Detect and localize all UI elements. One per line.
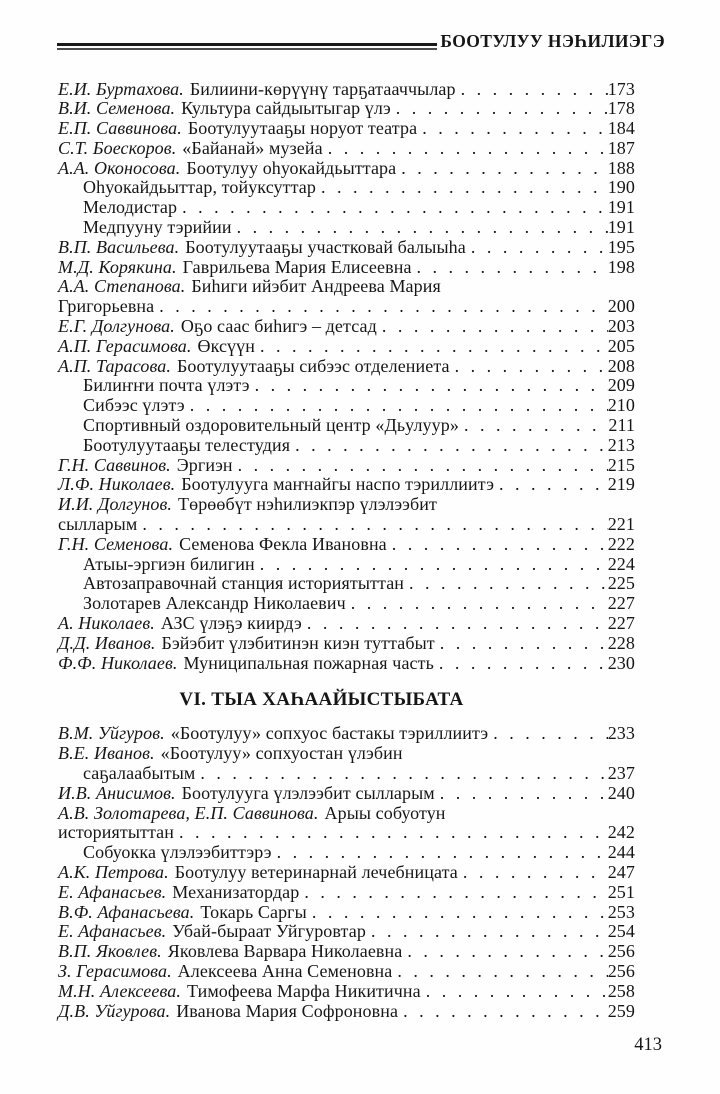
toc-entry-title: «Байанай» музейа	[182, 137, 323, 158]
toc-entry	[58, 258, 635, 278]
toc-entry	[58, 238, 635, 258]
toc-entry-page: 173	[607, 78, 635, 99]
toc-entry	[58, 218, 635, 238]
toc-entry-author: Ф.Ф. Николаев.	[58, 652, 178, 673]
dot-leader	[179, 823, 608, 843]
toc-entry-title: Боотулуу ветеринарнай лечебницата	[174, 861, 458, 882]
toc-entry-author: Е. Афанасьев.	[58, 921, 167, 942]
toc-entry	[58, 198, 635, 218]
toc-entry-title: Мелодистар	[83, 197, 178, 218]
toc-entry-page: 205	[607, 335, 635, 356]
dot-leader	[295, 436, 608, 456]
toc-entry-page: 187	[607, 137, 635, 158]
toc-entry-title: Боотулуутааҕы телестудия	[83, 434, 291, 455]
toc-entry-title: Билиҥҥи почта үлэтэ	[83, 375, 250, 396]
toc-entry	[58, 654, 635, 674]
dot-leader	[440, 784, 608, 804]
toc-entry-title: историятыттан	[58, 822, 174, 843]
toc-entry-page: 222	[607, 533, 635, 554]
toc-entry-page: 256	[607, 960, 635, 981]
dot-leader	[461, 80, 608, 100]
toc-entry-page: 191	[607, 197, 635, 218]
toc-entry-page: 242	[607, 822, 635, 843]
toc-entry-title: Төрөөбүт нэһилиэкпэр үлэлээбит	[178, 494, 437, 515]
toc-entry	[58, 903, 635, 923]
toc-entry-page: 240	[607, 782, 635, 803]
toc-entry	[58, 843, 635, 863]
toc-entry-author: Е.П. Саввинова.	[58, 118, 182, 139]
toc-entry-author: А.П. Тарасова.	[58, 355, 171, 376]
toc-entry	[58, 594, 635, 614]
toc-entry-title: Боотулуутааҕы норуот театра	[187, 118, 418, 139]
dot-leader	[396, 99, 608, 119]
running-head	[0, 0, 720, 51]
toc-entry	[58, 337, 635, 357]
toc-entry	[58, 475, 635, 495]
toc-entry-title: Муниципальная пожарная часть	[183, 652, 434, 673]
toc-entry-author: М.Д. Корякина.	[58, 256, 177, 277]
toc-entry	[58, 515, 635, 535]
toc-entry-title: Бэйэбит үлэбитинэн киэн туттабыт	[161, 632, 435, 653]
toc-entry-title: Золотарев Александр Николаевич	[83, 593, 346, 614]
toc-entry-title: Семенова Фекла Ивановна	[179, 533, 387, 554]
toc-entry	[58, 436, 635, 456]
toc-entry-page: 191	[607, 217, 635, 238]
toc-entry	[58, 883, 635, 903]
toc-entry	[58, 614, 635, 634]
dot-leader	[351, 594, 608, 614]
toc-entry-author: В.И. Семенова.	[58, 98, 176, 119]
toc-entry	[58, 942, 635, 962]
dot-leader	[190, 396, 608, 416]
dot-leader	[238, 456, 608, 476]
toc-entry-title: Спортивный оздоровительный центр «Дьулуур»	[83, 415, 459, 436]
dot-leader	[304, 883, 607, 903]
toc-entry	[58, 922, 635, 942]
toc-entry-title: «Боотулуу» сопхуостан үлэбин	[160, 743, 403, 764]
toc-entry-title: Медпууну тэрийии	[83, 217, 232, 238]
dot-leader	[255, 376, 608, 396]
toc-entry-title: Григорьевна	[58, 296, 155, 317]
toc-entry-author: В.М. Уйгуров.	[58, 723, 165, 744]
dot-leader	[464, 416, 608, 436]
toc-entry-author: А.В. Золотарева, Е.П. Саввинова.	[58, 802, 319, 823]
dot-leader	[260, 337, 608, 357]
toc-entry-title: Убай-быраат Уйгуровтар	[172, 921, 366, 942]
toc-entry-page: 228	[607, 632, 635, 653]
toc-entry-page: 188	[607, 157, 635, 178]
toc-entry-author: С.Т. Боескоров.	[58, 137, 177, 158]
toc-entry	[58, 297, 635, 317]
toc-entry-page: 213	[607, 434, 635, 455]
toc-entry	[58, 804, 635, 824]
toc-entry-author: Л.Ф. Николаев.	[58, 474, 176, 495]
dot-leader	[455, 357, 608, 377]
toc-entry-author: В.П. Яковлев.	[58, 941, 162, 962]
toc-entry-title: Атыы-эргиэн билигин	[83, 553, 255, 574]
dot-leader	[409, 574, 608, 594]
toc-entry-title: Яковлева Варвара Николаевна	[167, 941, 403, 962]
footer-page-number: 413	[634, 1035, 662, 1055]
dot-leader	[382, 317, 608, 337]
toc-entry-author: Е.И. Буртахова.	[58, 78, 184, 99]
toc-entry-author: Д.Д. Иванов.	[58, 632, 156, 653]
toc-entry-title: Токарь Саргы	[200, 901, 307, 922]
toc-entry	[58, 277, 635, 297]
toc-entry-page: 227	[607, 593, 635, 614]
toc-entry	[58, 416, 635, 436]
toc-entry-page: 253	[607, 901, 635, 922]
dot-leader	[439, 654, 608, 674]
dot-leader	[401, 159, 607, 179]
section-heading: VI. ТЫА ХАҺААЙЫСТЫБАТА	[179, 689, 464, 711]
toc-entry-author: В.Ф. Афанасьева.	[58, 901, 195, 922]
toc-entry	[58, 119, 635, 139]
toc-entry-author: Г.Н. Саввинов.	[58, 454, 171, 475]
dot-leader	[182, 198, 608, 218]
toc-entry-author: З. Герасимова.	[58, 960, 172, 981]
toc-entry-title: АЗС үлэҕэ киирдэ	[160, 613, 302, 634]
toc-entry-page: 244	[607, 842, 635, 863]
toc-entry-page: 254	[607, 921, 635, 942]
toc-entry-page: 227	[607, 613, 635, 634]
toc-entry-title: Гаврильева Мария Елисеевна	[182, 256, 412, 277]
dot-leader	[403, 1002, 608, 1022]
toc-entry-page: 200	[607, 296, 635, 317]
dot-leader	[328, 139, 608, 159]
toc-entry-title: «Боотулуу» сопхуос бастакы тэриллиитэ	[170, 723, 489, 744]
toc-entry-title: Боотулууга үлэлээбит сылларым	[181, 782, 435, 803]
toc-entry-title: Алексеева Анна Семеновна	[177, 960, 393, 981]
dot-leader	[260, 555, 608, 575]
toc-entry	[58, 784, 635, 804]
dot-leader	[277, 843, 608, 863]
toc-entry	[58, 744, 635, 764]
toc-entry-title: Тимофеева Марфа Никитична	[186, 980, 421, 1001]
toc-entry-title: Собуокка үлэлээбиттэрэ	[83, 842, 272, 863]
dot-leader	[142, 515, 607, 535]
toc-entry-title: Өксүүн	[197, 335, 255, 356]
toc-entry	[58, 724, 635, 744]
toc-entry-author: М.Н. Алексеева.	[58, 980, 181, 1001]
toc-entry-page: 211	[608, 415, 635, 436]
toc-entry-author: И.И. Долгунов.	[58, 494, 173, 515]
toc-entry-page: 209	[607, 375, 635, 396]
toc-entry-title: Оҕо саас биһигэ – детсад	[180, 316, 377, 337]
toc-entry-page: 210	[607, 395, 635, 416]
toc-entry-title: Билиини-көрүүнү тарҕатааччылар	[189, 78, 456, 99]
toc-entry-title: Биһиги ийэбит Андреева Мария	[191, 276, 441, 297]
dot-leader	[463, 863, 608, 883]
toc-entry	[58, 456, 635, 476]
toc-entry-title: Автозаправочнай станция историятыттан	[83, 573, 405, 594]
toc-entry-author: Е. Афанасьев.	[58, 881, 167, 902]
toc-entry-page: 195	[607, 236, 635, 257]
toc-entry-page: 258	[607, 980, 635, 1001]
dot-leader	[499, 475, 608, 495]
toc-entry-title: Арыы собуотун	[324, 802, 446, 823]
dot-leader	[200, 764, 607, 784]
toc-entry-title: Боотулуу оһуокайдьыттара	[186, 157, 397, 178]
toc-entry	[58, 962, 635, 982]
dot-leader	[307, 614, 608, 634]
toc-entry-title: Механизатордар	[172, 881, 300, 902]
dot-leader	[397, 962, 607, 982]
toc-entry	[58, 178, 635, 198]
toc-entry	[58, 159, 635, 179]
header-rule	[57, 43, 437, 50]
toc-entry-page: 190	[607, 177, 635, 198]
toc-entry-page: 225	[607, 573, 635, 594]
toc-entry-page: 198	[607, 256, 635, 277]
toc-entry-author: А.А. Степанова.	[58, 276, 186, 297]
toc-entry-page: 203	[607, 316, 635, 337]
toc-entry-page: 256	[607, 941, 635, 962]
dot-leader	[471, 238, 608, 258]
toc-entry-page: 215	[607, 454, 635, 475]
toc-entry-author: И.В. Анисимов.	[58, 782, 176, 803]
toc-entry-author: Г.Н. Семенова.	[58, 533, 174, 554]
dot-leader	[321, 178, 608, 198]
dot-leader	[417, 258, 608, 278]
toc-entry	[58, 982, 635, 1002]
toc-entry-author: А.П. Герасимова.	[58, 335, 192, 356]
dot-leader	[392, 535, 608, 555]
toc-entry	[58, 317, 635, 337]
toc-entry-title: Иванова Мария Софроновна	[176, 1000, 399, 1021]
toc-entry-page: 178	[607, 98, 635, 119]
dot-leader	[159, 297, 607, 317]
toc-entry	[58, 357, 635, 377]
toc-entry	[58, 823, 635, 843]
toc-entry-title: сылларым	[58, 514, 138, 535]
dot-leader	[440, 634, 608, 654]
toc-entry-page: 219	[607, 474, 635, 495]
toc-entry-title: Боотулуутааҕы сибээс отделениета	[177, 355, 450, 376]
toc-entry	[58, 555, 635, 575]
toc-entry-title: Боотулууга маҥнайгы наспо тэриллиитэ	[181, 474, 495, 495]
toc-entry	[58, 634, 635, 654]
toc-entry-page: 237	[607, 763, 635, 783]
dot-leader	[237, 218, 608, 238]
toc-entry-page: 247	[607, 861, 635, 882]
toc-entry-author: В.Е. Иванов.	[58, 743, 155, 764]
toc-entry-author: А.К. Петрова.	[58, 861, 169, 882]
toc-entry	[58, 863, 635, 883]
toc-entry	[58, 1002, 635, 1022]
toc-entry	[58, 80, 635, 100]
toc-entry-author: А. Николаев.	[58, 613, 155, 634]
toc-entry	[58, 139, 635, 159]
toc-entry	[58, 495, 635, 515]
toc-entry-author: В.П. Васильева.	[58, 236, 180, 257]
toc-entry-page: 221	[607, 514, 635, 535]
table-of-contents	[58, 80, 635, 1022]
toc-entry-title: Культура сайдыытыгар үлэ	[181, 98, 391, 119]
toc-entry	[58, 396, 635, 416]
toc-entry-title: Эргиэн	[176, 454, 233, 475]
toc-entry-page: 208	[607, 355, 635, 376]
toc-entry	[58, 376, 635, 396]
dot-leader	[493, 724, 607, 744]
toc-entry-page: 224	[607, 553, 635, 574]
dot-leader	[312, 903, 608, 923]
toc-entry-title: саҕалаабытым	[83, 763, 196, 783]
dot-leader	[371, 922, 608, 942]
toc-entry-page: 230	[607, 652, 635, 673]
toc-entry-page: 251	[607, 881, 635, 902]
toc-entry-page: 184	[607, 118, 635, 139]
toc-entry-title: Сибээс үлэтэ	[83, 395, 185, 416]
toc-entry-title: Оһуокайдьыттар, тойуксуттар	[83, 177, 316, 198]
toc-entry-page: 233	[607, 723, 635, 744]
toc-entry-author: Е.Г. Долгунова.	[58, 316, 175, 337]
dot-leader	[426, 982, 608, 1002]
toc-entry-page: 259	[607, 1000, 635, 1021]
dot-leader	[422, 119, 608, 139]
toc-entry-author: Д.В. Уйгурова.	[58, 1000, 171, 1021]
toc-entry	[58, 574, 635, 594]
toc-entry	[58, 764, 635, 784]
running-title: БООТУЛУУ НЭҺИЛИЭГЭ	[440, 31, 665, 51]
toc-entry-author: А.А. Оконосова.	[58, 157, 181, 178]
toc-entry-title: Боотулуутааҕы участковай балыыһа	[185, 236, 466, 257]
toc-entry	[58, 99, 635, 119]
dot-leader	[407, 942, 607, 962]
toc-entry	[58, 535, 635, 555]
